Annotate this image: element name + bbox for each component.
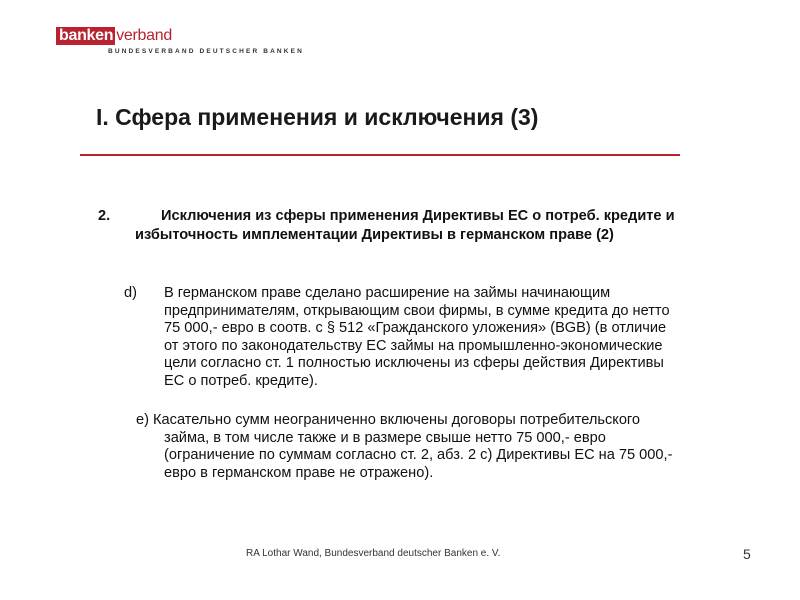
item-2 [98,207,788,245]
title-divider [80,154,680,156]
item-e [136,412,796,482]
logo-tagline: BUNDESVERBAND DEUTSCHER BANKEN [108,48,304,55]
item-d-line-6: ЕС о потреб. кредите). [164,372,318,389]
item-e-line-2: займа, в том числе также и в размере свыше нетто 75 000,- евро [164,429,606,446]
item-e-line-1: е) Касательно сумм неограниченно включены договоры потребительского [136,412,641,428]
item-d [124,285,784,390]
item-d-marker: d) [124,285,137,301]
item-2-line-2: избыточность имплементации Директивы в германском праве (2) [135,227,614,243]
item-d-line-3: 75 000,- евро в соотв. с § 512 «Гражданского уложения» (BGB) (в отличие [164,320,667,336]
item-d-line-2: предпринимателям, открывающим свои фирмы, в сумме кредита до нетто [164,302,670,319]
logo-brand-bold: banken [56,27,115,45]
item-d-text [124,285,784,390]
item-2-number: 2. [98,208,111,224]
logo-wordmark [56,27,304,45]
bankenverband-logo [56,27,304,55]
item-d-line-1: В германском праве сделано расширение на займы начинающим [164,285,611,301]
item-e-line-3: (ограничение по суммам согласно ст. 2, абз. 2 с) Директивы ЕС на 75 000,- [164,447,673,463]
item-d-line-4: от этого по законодательству ЕС займы на промышленно-экономические [164,337,663,354]
logo-brand-rest: verband [116,27,172,44]
item-e-line-4: евро в германском праве не отражено). [164,464,434,481]
item-2-line-1: Исключения из сферы применения Директивы ЕС о потреб. кредите и [161,208,675,224]
item-d-line-5: цели согласно ст. 1 полностью исключены из сферы действия Директивы [164,355,664,371]
footer-author: RA Lothar Wand, Bundesverband deutscher Banken e. V. [246,548,501,559]
page-number: 5 [743,546,751,562]
slide-title: I. Сфера применения и исключения (3) [96,104,539,130]
